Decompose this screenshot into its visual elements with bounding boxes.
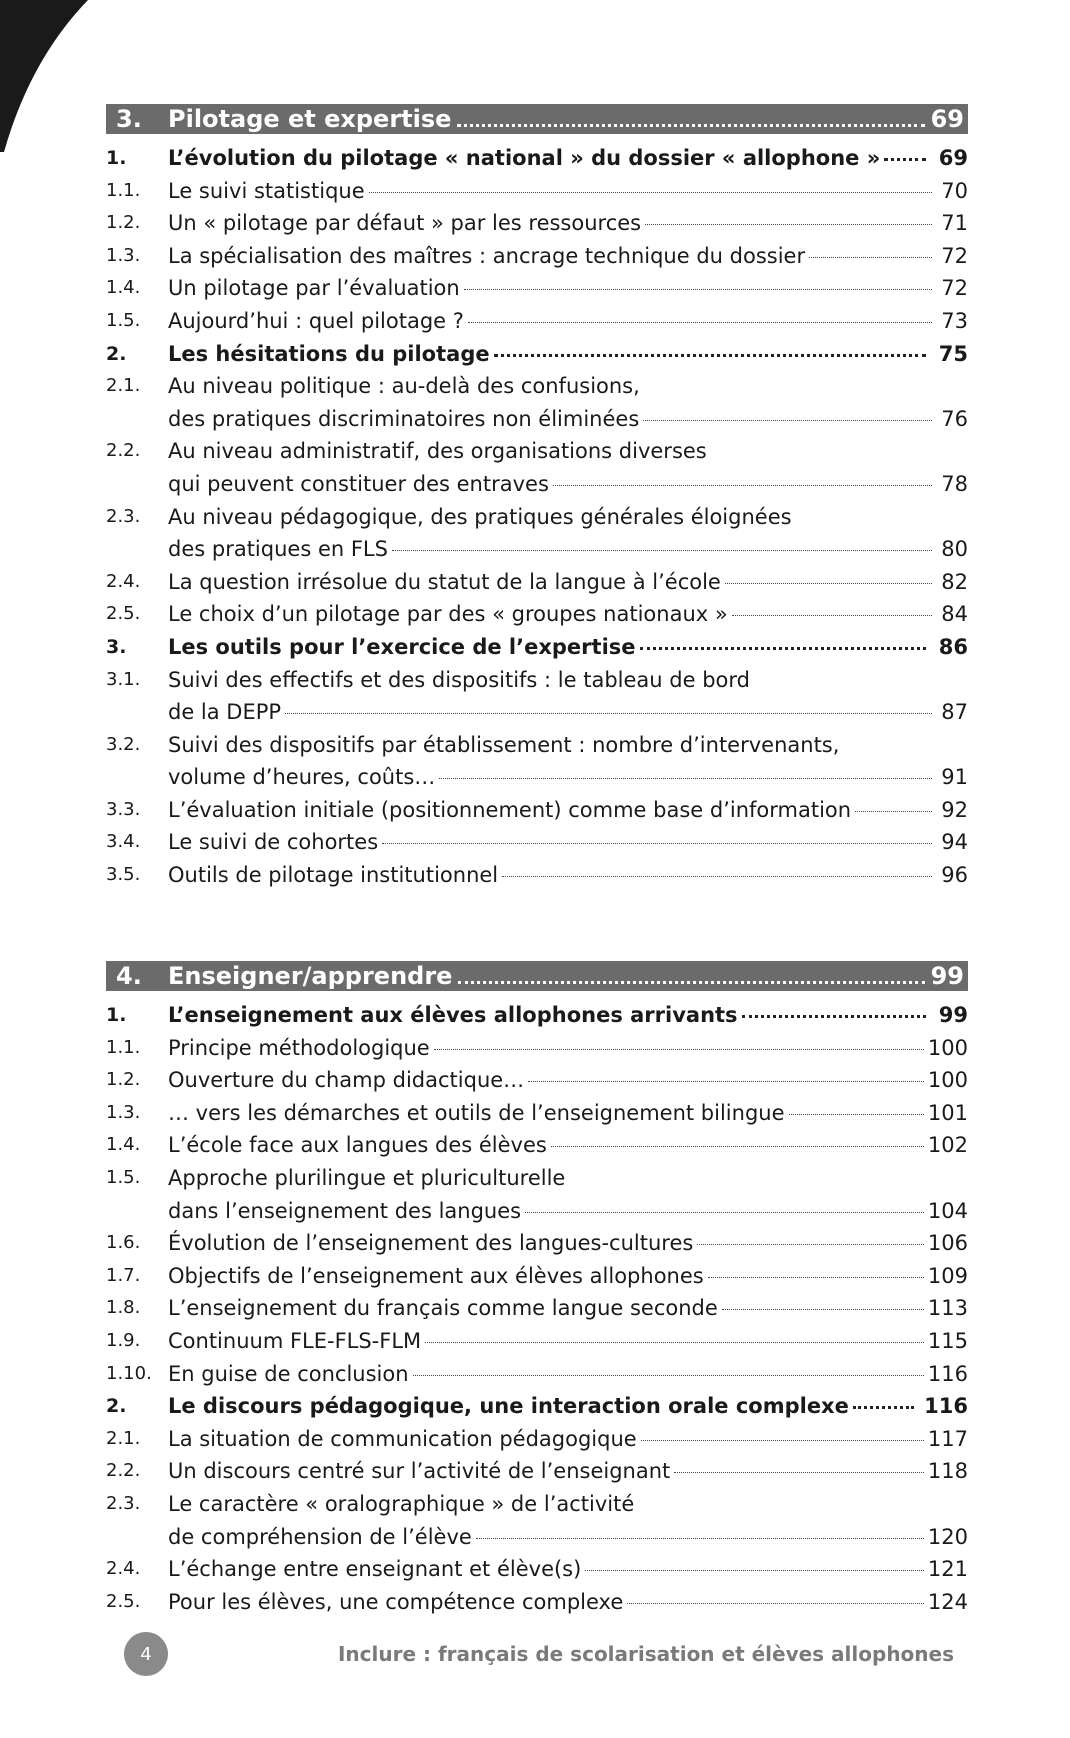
dot-leader: [425, 1342, 924, 1343]
toc-entry: [106, 664, 968, 729]
entry-last-line: [168, 696, 968, 729]
entry-body: [168, 1586, 968, 1619]
entry-title-line: La spécialisation des maîtres : ancrage technique du dossier: [168, 243, 806, 268]
toc-entry: [106, 631, 968, 664]
entry-title-line: L’évolution du pilotage « national » du dossier « allophone »: [168, 146, 881, 170]
entry-body: [168, 826, 968, 859]
entry-title-line: En guise de conclusion: [168, 1361, 409, 1386]
entry-body: [168, 142, 968, 175]
entry-title-line: … vers les démarches et outils de l’enseignement bilingue: [168, 1100, 785, 1125]
toc-entry: [106, 859, 968, 892]
toc-entry: [106, 1325, 968, 1358]
entry-title-line: Le caractère « oralographique » de l’activité: [168, 1491, 635, 1516]
entry-body: [168, 207, 968, 240]
entry-number: 1.2.: [106, 212, 141, 234]
entry-title-line: L’enseignement aux élèves allophones arrivants: [168, 1003, 738, 1027]
entry-title-line: La question irrésolue du statut de la langue à l’école: [168, 569, 721, 594]
entry-title-line: Suivi des dispositifs par établissement : nombre d’intervenants,: [168, 732, 840, 757]
entry-number: 1.8.: [106, 1297, 141, 1319]
entry-title-line: Approche plurilingue et pluriculturelle: [168, 1165, 566, 1190]
entry-body: [168, 338, 968, 371]
entry-number: 2.4.: [106, 1558, 141, 1580]
entry-title-line: Un « pilotage par défaut » par les ressources: [168, 211, 642, 236]
page-footer: [124, 1632, 954, 1676]
entry-title-line: Suivi des effectifs et des dispositifs : le tableau de bord: [168, 667, 750, 692]
entry-body: [168, 1064, 968, 1097]
entry-page: 113: [927, 1296, 968, 1321]
entry-last-line: [168, 1325, 968, 1358]
dot-leader: [742, 1015, 926, 1018]
entry-page: 72: [941, 276, 968, 301]
entry-body: [168, 859, 968, 892]
entry-title-line: Le suivi de cohortes: [168, 830, 379, 855]
entry-title-line: de compréhension de l’élève: [168, 1524, 472, 1549]
toc-entry: [106, 1260, 968, 1293]
section-page: 69: [930, 105, 964, 133]
entry-number: 3.4.: [106, 831, 141, 853]
entry-body: [168, 1358, 968, 1391]
entry-page: 94: [941, 830, 968, 855]
dot-leader: [627, 1603, 924, 1604]
entry-page: 72: [941, 243, 968, 268]
entry-title-line: L’école face aux langues des élèves: [168, 1133, 547, 1158]
entry-number: 1.9.: [106, 1329, 141, 1351]
toc-entry: [106, 1032, 968, 1065]
dot-leader: [855, 811, 932, 812]
toc-entry: [106, 729, 968, 794]
dot-leader: [551, 1146, 924, 1147]
entry-body: [168, 1032, 968, 1065]
entry-page: 124: [927, 1589, 968, 1614]
dot-leader: [457, 124, 924, 127]
entry-title-line: dans l’enseignement des langues: [168, 1198, 522, 1223]
entry-title-line: Le discours pédagogique, une interaction orale complexe: [168, 1394, 849, 1419]
dot-leader: [643, 420, 932, 421]
entry-last-line: [168, 566, 968, 599]
entry-body: [168, 1260, 968, 1293]
toc-entry: [106, 142, 968, 175]
dot-leader: [413, 1375, 924, 1376]
entry-body: [168, 631, 968, 664]
entry-title-line: Objectifs de l’enseignement aux élèves allophones: [168, 1263, 704, 1288]
entry-page: 106: [927, 1231, 968, 1256]
toc-section-3: [106, 104, 968, 892]
entry-page: 91: [941, 765, 968, 790]
entry-last-line: [168, 1553, 968, 1586]
entry-page: 69: [938, 146, 968, 170]
entry-page: 78: [941, 471, 968, 496]
entry-number: 2.3.: [106, 505, 141, 527]
entry-last-line: [168, 1129, 968, 1162]
entry-title-line: L’échange entre enseignant et élève(s): [168, 1557, 582, 1582]
entry-number: 1.: [106, 147, 127, 169]
section-title: Pilotage et expertise: [168, 105, 452, 133]
toc-entry: [106, 566, 968, 599]
entry-body: [168, 240, 968, 273]
dot-leader: [285, 713, 932, 714]
dot-leader: [476, 1538, 924, 1539]
section-title: Enseigner/apprendre: [168, 962, 453, 990]
entry-page: 70: [941, 178, 968, 203]
entry-last-line: [168, 1423, 968, 1456]
toc-entry: [106, 1586, 968, 1619]
entry-last-line: [168, 631, 968, 664]
entry-title-line: Un discours centré sur l’activité de l’enseignant: [168, 1459, 671, 1484]
dot-leader: [725, 583, 932, 584]
entry-title-line: Les hésitations du pilotage: [168, 341, 490, 366]
entry-number: 2.1.: [106, 1427, 141, 1449]
entry-number: 1.10.: [106, 1362, 152, 1384]
toc-entry: [106, 338, 968, 371]
entry-last-line: [168, 859, 968, 892]
entry-number: 2.5.: [106, 1590, 141, 1612]
entry-title-line: volume d’heures, coûts…: [168, 765, 436, 790]
toc-entry: [106, 370, 968, 435]
entry-last-line: [168, 1358, 968, 1391]
entry-title-line: Continuum FLE-FLS-FLM: [168, 1328, 422, 1353]
entry-last-line: [168, 1227, 968, 1260]
entry-title-line: La situation de communication pédagogique: [168, 1426, 637, 1451]
entry-body: [168, 1325, 968, 1358]
entry-number: 1.2.: [106, 1069, 141, 1091]
entry-page: 116: [927, 1361, 968, 1386]
entry-title-line: Outils de pilotage institutionnel: [168, 863, 499, 888]
entry-last-line: [168, 1455, 968, 1488]
entry-last-line: [168, 1097, 968, 1130]
entry-number: 1.1.: [106, 1036, 141, 1058]
toc-entry: [106, 240, 968, 273]
entry-body: [168, 175, 968, 208]
toc-entry: [106, 1227, 968, 1260]
entry-number: 3.: [106, 635, 127, 658]
dot-leader: [853, 1406, 914, 1409]
entry-title-line: Au niveau pédagogique, des pratiques générales éloignées: [168, 504, 792, 529]
dot-leader: [494, 354, 926, 357]
dot-leader: [434, 1049, 924, 1050]
entry-title-line: Principe méthodologique: [168, 1035, 430, 1060]
entry-last-line: [168, 240, 968, 273]
entry-page: 86: [938, 634, 968, 659]
entry-number: 2.5.: [106, 603, 141, 625]
entry-page: 101: [927, 1100, 968, 1125]
entry-last-line: [168, 533, 968, 566]
toc-entry: [106, 1553, 968, 1586]
dot-leader: [645, 224, 932, 225]
entry-body: [168, 305, 968, 338]
dot-leader: [809, 257, 932, 258]
entry-number: 3.5.: [106, 864, 141, 886]
dot-leader: [722, 1309, 924, 1310]
dot-leader: [392, 550, 932, 551]
entry-page: 100: [927, 1068, 968, 1093]
entry-body: [168, 1097, 968, 1130]
entry-number: 1.4.: [106, 1134, 141, 1156]
entry-number: 3.2.: [106, 733, 141, 755]
dot-leader: [553, 485, 932, 486]
entry-body: [168, 1292, 968, 1325]
dot-leader: [528, 1081, 924, 1082]
entry-page: 80: [941, 537, 968, 562]
toc-section-4: [106, 961, 968, 1618]
entry-page: 118: [927, 1459, 968, 1484]
toc-entry: [106, 207, 968, 240]
entry-body: [168, 1488, 968, 1553]
entry-page: 115: [927, 1328, 968, 1353]
entry-last-line: [168, 272, 968, 305]
entry-body: [168, 999, 968, 1032]
entry-page: 102: [927, 1133, 968, 1158]
entry-last-line: [168, 999, 968, 1032]
entry-last-line: [168, 1521, 968, 1554]
dot-leader: [468, 322, 932, 323]
entry-number: 2.4.: [106, 570, 141, 592]
dot-leader: [439, 778, 932, 779]
entry-body: [168, 1423, 968, 1456]
entry-last-line: [168, 826, 968, 859]
entry-body: [168, 1390, 968, 1423]
entry-page: 100: [927, 1035, 968, 1060]
entry-body: [168, 1162, 968, 1227]
entry-last-line: [168, 598, 968, 631]
toc-entry: [106, 1455, 968, 1488]
toc-entry: [106, 1129, 968, 1162]
footer-book-title: Inclure : français de scolarisation et élèves allophones: [337, 1642, 954, 1666]
entry-number: 1.1.: [106, 179, 141, 201]
entry-last-line: [168, 1390, 968, 1423]
entry-number: 2.2.: [106, 440, 141, 462]
entry-number: 2.: [106, 342, 127, 365]
entry-last-line: [168, 305, 968, 338]
dot-leader: [369, 192, 932, 193]
entry-number: 1.: [106, 1004, 127, 1026]
entry-body: [168, 794, 968, 827]
toc-entry: [106, 501, 968, 566]
entry-body: [168, 1129, 968, 1162]
entry-number: 1.6.: [106, 1232, 141, 1254]
dot-leader: [502, 876, 932, 877]
dot-leader: [382, 843, 932, 844]
dot-leader: [708, 1277, 924, 1278]
entry-page: 87: [941, 700, 968, 725]
toc-entry: [106, 1423, 968, 1456]
section-number: 3.: [116, 105, 142, 133]
entry-body: [168, 1227, 968, 1260]
entry-number: 1.3.: [106, 244, 141, 266]
dot-leader: [458, 981, 924, 984]
dot-leader: [525, 1212, 924, 1213]
page-number-badge: 4: [124, 1632, 168, 1676]
entry-last-line: [168, 1195, 968, 1228]
entry-body: [168, 566, 968, 599]
entry-page: 76: [941, 406, 968, 431]
entry-title-line: de la DEPP: [168, 700, 282, 725]
entry-number: 3.3.: [106, 798, 141, 820]
entry-title-line: des pratiques en FLS: [168, 537, 388, 562]
toc-entry: [106, 826, 968, 859]
entry-title-line: Au niveau administratif, des organisations diverses: [168, 439, 707, 464]
toc-entry: [106, 175, 968, 208]
toc-entry: [106, 435, 968, 500]
section-heading: [106, 961, 968, 991]
entry-number: 1.4.: [106, 277, 141, 299]
entry-page: 116: [924, 1394, 968, 1419]
section-number: 4.: [116, 962, 142, 990]
entry-last-line: [168, 1032, 968, 1065]
entry-page: 99: [938, 1003, 968, 1027]
toc-entry: [106, 1390, 968, 1423]
entry-title-line: qui peuvent constituer des entraves: [168, 471, 549, 496]
entry-body: [168, 664, 968, 729]
entry-title-line: Le suivi statistique: [168, 178, 365, 203]
entry-body: [168, 370, 968, 435]
dot-leader: [585, 1570, 924, 1571]
entry-title-line: Au niveau politique : au-delà des confusions,: [168, 374, 640, 399]
section-heading: [106, 104, 968, 134]
entry-body: [168, 598, 968, 631]
dot-leader: [732, 615, 932, 616]
entry-page: 96: [941, 863, 968, 888]
entry-title-line: Ouverture du champ didactique…: [168, 1068, 525, 1093]
entry-last-line: [168, 761, 968, 794]
toc-entry: [106, 1488, 968, 1553]
entry-number: 1.7.: [106, 1264, 141, 1286]
entry-number: 2.3.: [106, 1492, 141, 1514]
section-page: 99: [930, 962, 964, 990]
entry-number: 1.5.: [106, 1166, 141, 1188]
entry-last-line: [168, 142, 968, 175]
entry-last-line: [168, 403, 968, 436]
entry-body: [168, 501, 968, 566]
entry-last-line: [168, 338, 968, 371]
entry-page: 120: [927, 1524, 968, 1549]
entry-last-line: [168, 468, 968, 501]
entry-last-line: [168, 1064, 968, 1097]
dot-leader: [674, 1472, 924, 1473]
entry-last-line: [168, 794, 968, 827]
dot-leader: [640, 647, 926, 650]
entry-page: 117: [927, 1426, 968, 1451]
entry-body: [168, 1455, 968, 1488]
entry-body: [168, 272, 968, 305]
entry-title-line: Un pilotage par l’évaluation: [168, 276, 460, 301]
entry-last-line: [168, 1586, 968, 1619]
toc-entry: [106, 999, 968, 1032]
dot-leader: [464, 289, 932, 290]
entry-title-line: Le choix d’un pilotage par des « groupes nationaux »: [168, 602, 728, 627]
entry-page: 73: [941, 308, 968, 333]
entry-title-line: L’évaluation initiale (positionnement) comme base d’information: [168, 797, 852, 822]
entry-title-line: Les outils pour l’exercice de l’expertise: [168, 634, 636, 659]
toc-entry: [106, 305, 968, 338]
entry-page: 92: [941, 797, 968, 822]
entry-title-line: Évolution de l’enseignement des langues-cultures: [168, 1231, 694, 1256]
entry-number: 1.3.: [106, 1101, 141, 1123]
entry-last-line: [168, 207, 968, 240]
entry-page: 121: [927, 1557, 968, 1582]
dot-leader: [884, 158, 926, 161]
entry-number: 2.2.: [106, 1460, 141, 1482]
entry-title-line: Aujourd’hui : quel pilotage ?: [168, 308, 464, 333]
entry-page: 104: [927, 1198, 968, 1223]
entry-last-line: [168, 1292, 968, 1325]
corner-decoration: [0, 0, 100, 160]
dot-leader: [697, 1244, 924, 1245]
entry-number: 2.: [106, 1395, 127, 1418]
toc-entry: [106, 272, 968, 305]
entry-number: 1.5.: [106, 309, 141, 331]
entry-title-line: des pratiques discriminatoires non éliminées: [168, 406, 640, 431]
entry-page: 84: [941, 602, 968, 627]
toc-entry: [106, 1292, 968, 1325]
toc-entry: [106, 1162, 968, 1227]
dot-leader: [641, 1440, 924, 1441]
entry-body: [168, 435, 968, 500]
entry-last-line: [168, 1260, 968, 1293]
entry-last-line: [168, 175, 968, 208]
entry-body: [168, 1553, 968, 1586]
entry-title-line: Pour les élèves, une compétence complexe: [168, 1589, 624, 1614]
entry-number: 3.1.: [106, 668, 141, 690]
entry-page: 71: [941, 211, 968, 236]
entry-page: 75: [938, 341, 968, 366]
entry-page: 82: [941, 569, 968, 594]
toc-entry: [106, 1064, 968, 1097]
entry-number: 2.1.: [106, 375, 141, 397]
entry-title-line: L’enseignement du français comme langue seconde: [168, 1296, 718, 1321]
toc-entry: [106, 794, 968, 827]
entry-body: [168, 729, 968, 794]
entry-page: 109: [927, 1263, 968, 1288]
toc-entry: [106, 598, 968, 631]
dot-leader: [789, 1114, 924, 1115]
toc-entry: [106, 1358, 968, 1391]
toc-entry: [106, 1097, 968, 1130]
